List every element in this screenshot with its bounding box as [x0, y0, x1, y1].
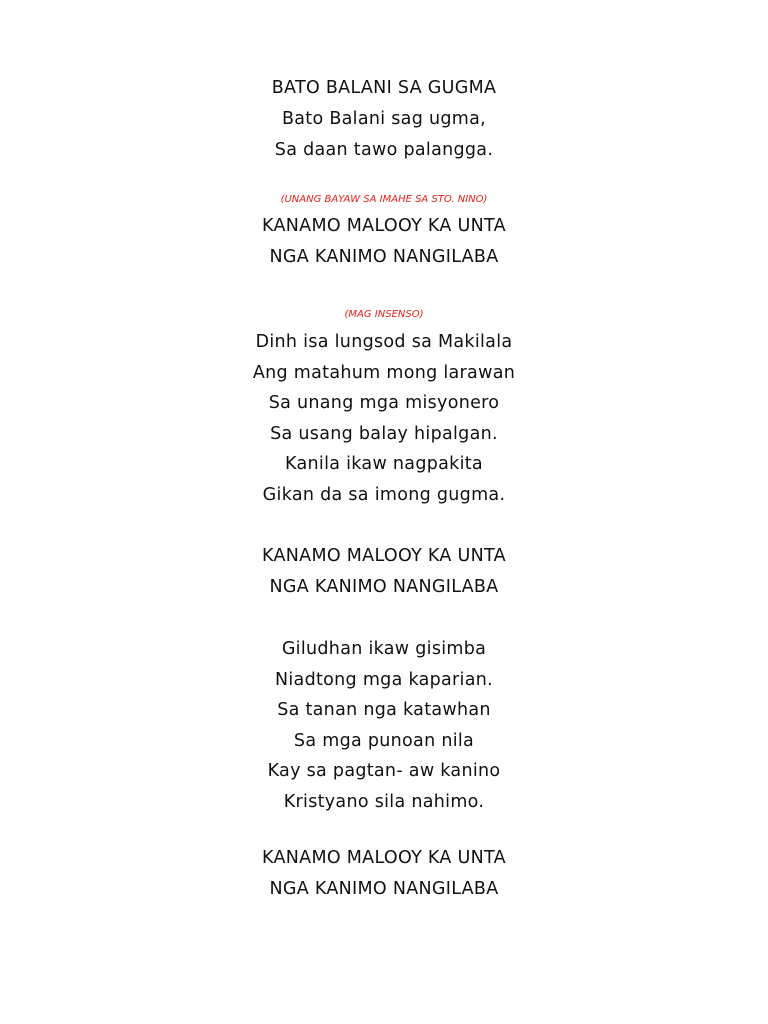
refrain-line: NGA KANIMO NANGILABA: [269, 577, 499, 597]
verse-line: Kay sa pagtan- aw kanino: [267, 761, 501, 781]
refrain-line: NGA KANIMO NANGILABA: [269, 879, 499, 899]
verse-line: Sa usang balay hipalgan.: [270, 424, 498, 444]
verse-line: Sa mga punoan nila: [293, 731, 475, 751]
intro-line: Sa daan tawo palangga.: [274, 140, 494, 160]
refrain-line: KANAMO MALOOY KA UNTA: [262, 848, 506, 868]
verse-line: Kristyano sila nahimo.: [283, 792, 485, 812]
refrain-line: KANAMO MALOOY KA UNTA: [262, 216, 506, 236]
stage-direction: (MAG INSENSO): [344, 309, 424, 320]
verse-line: Giludhan ikaw gisimba: [281, 639, 487, 659]
verse-line: Sa tanan nga katawhan: [277, 700, 491, 720]
intro-line: Bato Balani sag ugma,: [281, 109, 487, 129]
verse-line: Gikan da sa imong gugma.: [262, 485, 506, 505]
verse-line: Niadtong mga kaparian.: [275, 670, 493, 690]
verse-line: Ang matahum mong larawan: [252, 363, 516, 383]
song-title: BATO BALANI SA GUGMA: [271, 78, 497, 98]
verse-line: Dinh isa lungsod sa Makilala: [255, 332, 513, 352]
verse-line: Sa unang mga misyonero: [268, 393, 500, 413]
stage-direction: (UNANG BAYAW SA IMAHE SA STO. NINO): [280, 194, 488, 205]
refrain-line: KANAMO MALOOY KA UNTA: [262, 546, 506, 566]
verse-line: Kanila ikaw nagpakita: [285, 454, 483, 474]
refrain-line: NGA KANIMO NANGILABA: [269, 247, 499, 267]
